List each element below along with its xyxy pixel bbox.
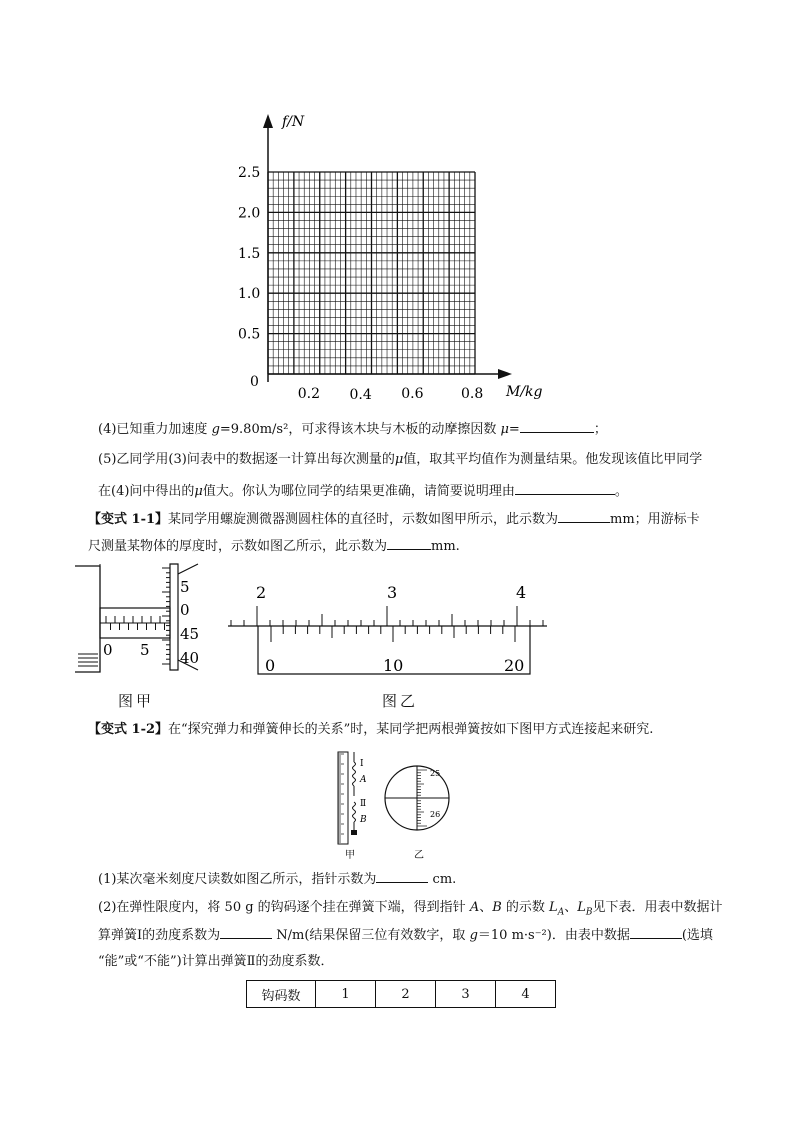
y-tick-label: 2.5 [238, 165, 261, 181]
pointer-label-A: A [360, 775, 367, 785]
weight [351, 830, 357, 835]
vernier-label-20: 20 [504, 656, 525, 675]
thimble-label-5: 5 [180, 578, 190, 596]
table-cell: 3 [436, 981, 496, 1008]
dial-label-26: 26 [430, 810, 441, 819]
question-1: (1)某次毫米刻度尺读数如图乙所示，指针示数为 cm. [98, 868, 724, 891]
thimble-label-0: 0 [180, 601, 190, 619]
dial-label-25: 25 [430, 769, 441, 778]
hatch-marks [78, 654, 98, 666]
spring-2 [353, 802, 356, 822]
variant-1-1-line2: 尺测量某物体的厚度时，示数如图乙所示，此示数为 mm. [88, 535, 724, 558]
table-row [247, 981, 556, 1008]
main-scale-label-4: 4 [516, 583, 527, 602]
x-tick-label: 0.4 [349, 387, 372, 403]
thimble-label-40: 40 [180, 649, 200, 667]
question-4: (4)已知重力加速度 g=9.80m/s²，可求得该木块与木板的动摩擦因数 μ= ； [98, 418, 724, 441]
x-axis-label: M/kg [506, 384, 543, 400]
answer-blank-mu[interactable] [520, 418, 594, 433]
answer-blank-pointer[interactable] [376, 868, 428, 883]
y-tick-label: 1.0 [238, 286, 261, 303]
variant-1-1-line1: 【变式 1-1】某同学用螺旋测微器测圆柱体的直径时，示数如图甲所示，此示数为 mm；用游标卡 [88, 508, 724, 531]
x-tick-label: 0.8 [461, 386, 484, 402]
caliper-figure [225, 578, 550, 678]
caption-jia: 甲 [345, 850, 355, 861]
spring-1 [353, 762, 356, 786]
question-2-line3: “能”或“不能”)计算出弹簧Ⅱ的劲度系数． [98, 954, 334, 969]
y-tick-label: 0.5 [238, 326, 261, 343]
variant-1-2: 【变式 1-2】在“探究弹力和弹簧伸长的关系”时，某同学把两根弹簧按如下图甲方式连接起来研究. [88, 722, 654, 737]
graph-grid [268, 172, 475, 374]
question-5-line1: (5)乙同学用(3)问表中的数据逐一计算出每次测量的μ值，取其平均值作为测量结果。他发现该值比甲同学 [98, 452, 703, 467]
origin-label: 0 [250, 374, 259, 390]
y-tick-label: 1.5 [238, 245, 261, 262]
vernier-label-10: 10 [383, 656, 404, 675]
pointer-label-B: B [360, 815, 367, 825]
x-axis-arrow-icon [498, 369, 512, 379]
question-2-line2: 算弹簧Ⅰ的劲度系数为 N/m(结果保留三位有效数字，取 g＝10 m·s⁻²)．由表中数据 (选填 [98, 924, 724, 947]
y-axis-arrow-icon [263, 114, 273, 128]
x-tick-label: 0.2 [297, 386, 321, 402]
spring-label-II: Ⅱ [360, 799, 367, 809]
x-tick-label: 0.6 [401, 386, 424, 402]
answer-blank-reason[interactable] [515, 480, 615, 495]
vernier-label-0: 0 [265, 656, 276, 675]
caption-yi: 乙 [414, 850, 424, 861]
answer-blank-caliper[interactable] [387, 535, 431, 550]
y-axis-label: f/N [282, 114, 305, 130]
main-scale-label-3: 3 [387, 583, 398, 602]
table-cell: 1 [316, 981, 376, 1008]
answer-blank-k[interactable] [220, 924, 272, 939]
answer-blank-can[interactable] [630, 924, 682, 939]
table-cell: 4 [496, 981, 556, 1008]
data-table [246, 980, 556, 1008]
caption-figure-a: 图甲 [118, 692, 155, 710]
y-tick-label: 2.0 [238, 205, 261, 222]
question-5-line2: 在(4)问中得出的μ值大。你认为哪位同学的结果更准确，请简要说明理由 。 [98, 480, 724, 503]
caption-figure-b: 图乙 [382, 692, 419, 710]
sleeve-label-5: 5 [140, 641, 150, 659]
answer-blank-micrometer[interactable] [558, 508, 610, 523]
main-scale-label-2: 2 [256, 583, 267, 602]
f-M-graph [230, 110, 560, 405]
thimble-label-45: 45 [180, 625, 200, 643]
spring-figure [330, 750, 470, 862]
question-2-line1: (2)在弹性限度内，将 50 g 的钩码逐个挂在弹簧下端，得到指针 A、B 的示数 $L_A$、$L_B$见下表．用表中数据计 [98, 900, 723, 918]
spring-label-I: Ⅰ [360, 759, 364, 769]
table-cell: 2 [376, 981, 436, 1008]
table-header-cell: 钩码数 [247, 981, 316, 1008]
sleeve-label-0: 0 [103, 641, 113, 659]
